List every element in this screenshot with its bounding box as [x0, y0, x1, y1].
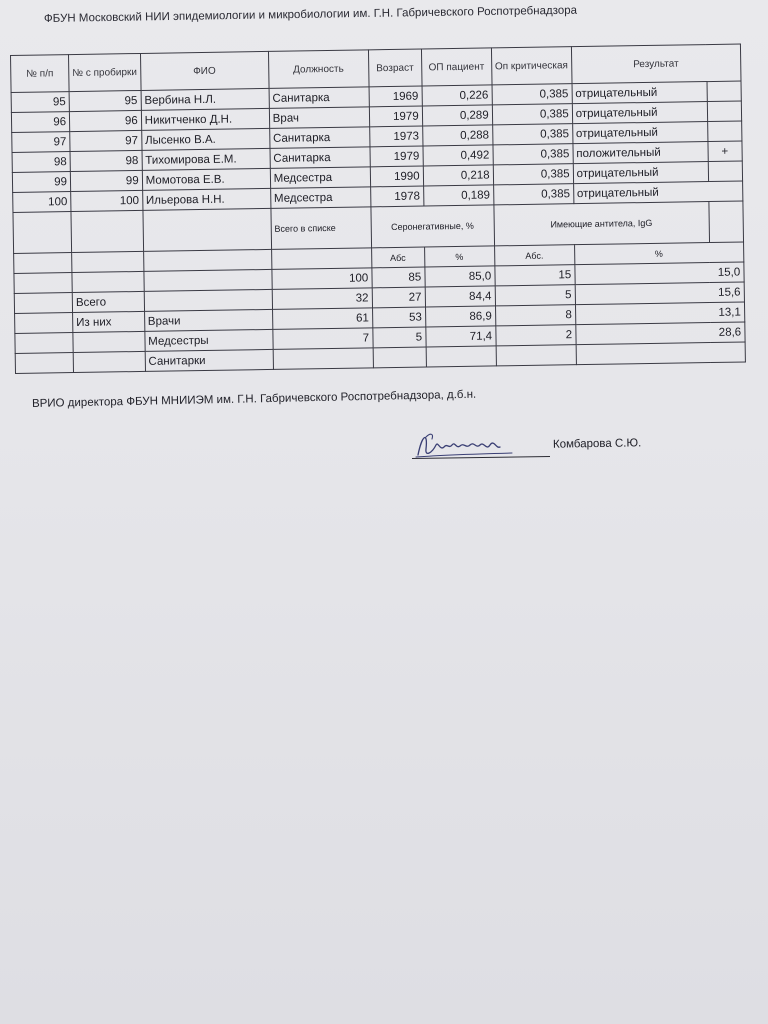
- summary-empty: [14, 253, 72, 274]
- cell-position: Медсестра: [270, 187, 370, 209]
- cell-crit: 0,385: [493, 184, 573, 205]
- cell-op: 0,288: [422, 125, 492, 146]
- cell-sample: 98: [70, 150, 142, 171]
- cell-op: 0,189: [423, 185, 493, 206]
- summary-pct: 84,4: [425, 286, 495, 307]
- summary-abs: 85: [372, 267, 425, 288]
- cell-result: отрицательный: [572, 122, 707, 144]
- header-op-patient: ОП пациент: [421, 48, 492, 86]
- summary-label1: [72, 271, 144, 292]
- organization-header: ФБУН Московский НИИ эпидемиологии и микробиологии им. Г.Н. Габричевского Роспотребнадзора: [43, 4, 578, 25]
- cell-name: Лысенко В.А.: [141, 128, 269, 150]
- summary-label2: Медсестры: [145, 329, 273, 351]
- summary-abs: 53: [372, 307, 425, 328]
- summary-label1: [73, 331, 145, 352]
- cell-name: Вербина Н.Л.: [141, 88, 269, 110]
- summary-empty: [271, 248, 371, 270]
- cell-sample: 96: [69, 110, 141, 131]
- summary-abs2: 8: [495, 305, 575, 326]
- summary-abs2: 5: [495, 285, 575, 306]
- summary-label2: Врачи: [144, 309, 272, 331]
- summary-total: 7: [273, 328, 373, 350]
- cell-sample: 97: [70, 130, 142, 151]
- director-title: ВРИО директора ФБУН МНИИЭМ им. Г.Н. Габричевского Роспотребнадзора, д.б.н.: [31, 388, 477, 410]
- cell-op: 0,289: [422, 105, 492, 126]
- cell-sample: 95: [69, 90, 141, 111]
- summary-empty: [15, 333, 73, 354]
- cell-year: 1979: [369, 106, 422, 127]
- summary-header-pct: %: [424, 246, 494, 267]
- summary-label1: Всего: [72, 291, 144, 312]
- cell-crit: 0,385: [493, 164, 573, 185]
- header-result: Результат: [571, 44, 741, 84]
- summary-empty: [13, 212, 72, 254]
- cell-op: 0,492: [423, 145, 493, 166]
- cell-result: отрицательный: [573, 162, 708, 184]
- summary-header-seronegative: Серонегативные, %: [371, 205, 495, 248]
- summary-pct2: [576, 342, 745, 365]
- header-num: № п/п: [11, 55, 70, 93]
- cell-position: Врач: [269, 107, 369, 129]
- cell-num: 98: [12, 152, 70, 173]
- cell-result: отрицательный: [572, 82, 707, 104]
- header-position: Должность: [268, 50, 369, 89]
- cell-crit: 0,385: [492, 104, 572, 125]
- cell-mark: [707, 101, 741, 122]
- summary-pct: 86,9: [425, 306, 495, 327]
- summary-abs: 27: [372, 287, 425, 308]
- cell-position: Санитарка: [270, 147, 370, 169]
- header-op-critical: Оп критическая: [491, 47, 572, 85]
- cell-op: 0,218: [423, 165, 493, 186]
- cell-num: 99: [12, 172, 70, 193]
- cell-mark: [708, 161, 742, 182]
- cell-year: 1969: [369, 86, 422, 107]
- summary-abs2: 2: [495, 325, 575, 346]
- summary-abs: 5: [373, 327, 426, 348]
- summary-label2: [144, 269, 272, 291]
- summary-empty: [71, 210, 143, 252]
- signer-name: Комбарова С.Ю.: [552, 437, 642, 451]
- summary-empty: [143, 208, 272, 251]
- header-age: Возраст: [368, 49, 422, 87]
- summary-label1: [73, 351, 145, 372]
- header-name: ФИО: [140, 51, 269, 90]
- summary-empty: [709, 201, 744, 243]
- summary-total: 100: [272, 268, 372, 290]
- cell-year: 1973: [369, 126, 422, 147]
- cell-result: отрицательный: [572, 102, 707, 124]
- header-sample: № с пробирки: [69, 53, 141, 91]
- summary-header-antibodies: Имеющие антитела, IgG: [494, 202, 710, 246]
- summary-abs2: [496, 345, 576, 366]
- cell-num: 97: [12, 132, 70, 153]
- summary-pct2: 15,0: [575, 262, 744, 285]
- cell-mark: +: [708, 141, 742, 162]
- summary-empty: [143, 249, 271, 271]
- cell-num: 95: [11, 92, 69, 113]
- summary-header-total: Всего в списке: [271, 207, 372, 250]
- cell-crit: 0,385: [492, 124, 572, 145]
- summary-empty: [14, 293, 72, 314]
- summary-total: 32: [272, 288, 372, 310]
- summary-pct: [426, 346, 496, 367]
- summary-empty: [14, 273, 72, 294]
- cell-op: 0,226: [422, 85, 492, 106]
- cell-crit: 0,385: [493, 144, 573, 165]
- cell-year: 1990: [370, 166, 423, 187]
- summary-pct2: 28,6: [575, 322, 744, 345]
- cell-mark: [707, 121, 741, 142]
- cell-num: 100: [13, 192, 71, 213]
- cell-sample: 99: [70, 170, 142, 191]
- summary-label2: [144, 289, 272, 311]
- summary-total: 61: [272, 308, 372, 330]
- summary-pct: 85,0: [425, 266, 495, 287]
- summary-pct2: 13,1: [575, 302, 744, 325]
- cell-year: 1979: [370, 146, 423, 167]
- summary-empty: [15, 313, 73, 334]
- cell-position: Санитарка: [269, 127, 369, 149]
- results-table-wrapper: [10, 44, 746, 374]
- summary-pct: 71,4: [425, 326, 495, 347]
- summary-label1: Из них: [73, 311, 145, 332]
- summary-header-abs2: Абс.: [494, 245, 574, 266]
- summary-header-pct2: %: [574, 242, 743, 265]
- cell-mark: [707, 81, 741, 102]
- cell-name: Тихомирова Е.М.: [142, 148, 270, 170]
- cell-year: 1978: [370, 186, 423, 207]
- summary-empty: [15, 353, 73, 374]
- results-table: [10, 44, 746, 374]
- cell-position: Санитарка: [269, 87, 369, 109]
- cell-name: Ильерова Н.Н.: [142, 188, 270, 210]
- cell-result: положительный: [573, 142, 708, 164]
- cell-num: 96: [11, 112, 69, 133]
- cell-sample: 100: [71, 190, 143, 211]
- cell-name: Никитченко Д.Н.: [141, 108, 269, 130]
- cell-name: Момотова Е.В.: [142, 168, 270, 190]
- cell-result: отрицательный: [573, 181, 742, 204]
- summary-abs2: 15: [495, 265, 575, 286]
- summary-pct2: 15,6: [575, 282, 744, 305]
- summary-empty: [72, 251, 144, 272]
- cell-position: Медсестра: [270, 167, 370, 189]
- summary-abs: [373, 347, 426, 368]
- summary-label2: Санитарки: [145, 349, 273, 371]
- summary-total: [273, 348, 373, 370]
- summary-header-abs: Абс: [371, 247, 424, 268]
- cell-crit: 0,385: [492, 84, 572, 105]
